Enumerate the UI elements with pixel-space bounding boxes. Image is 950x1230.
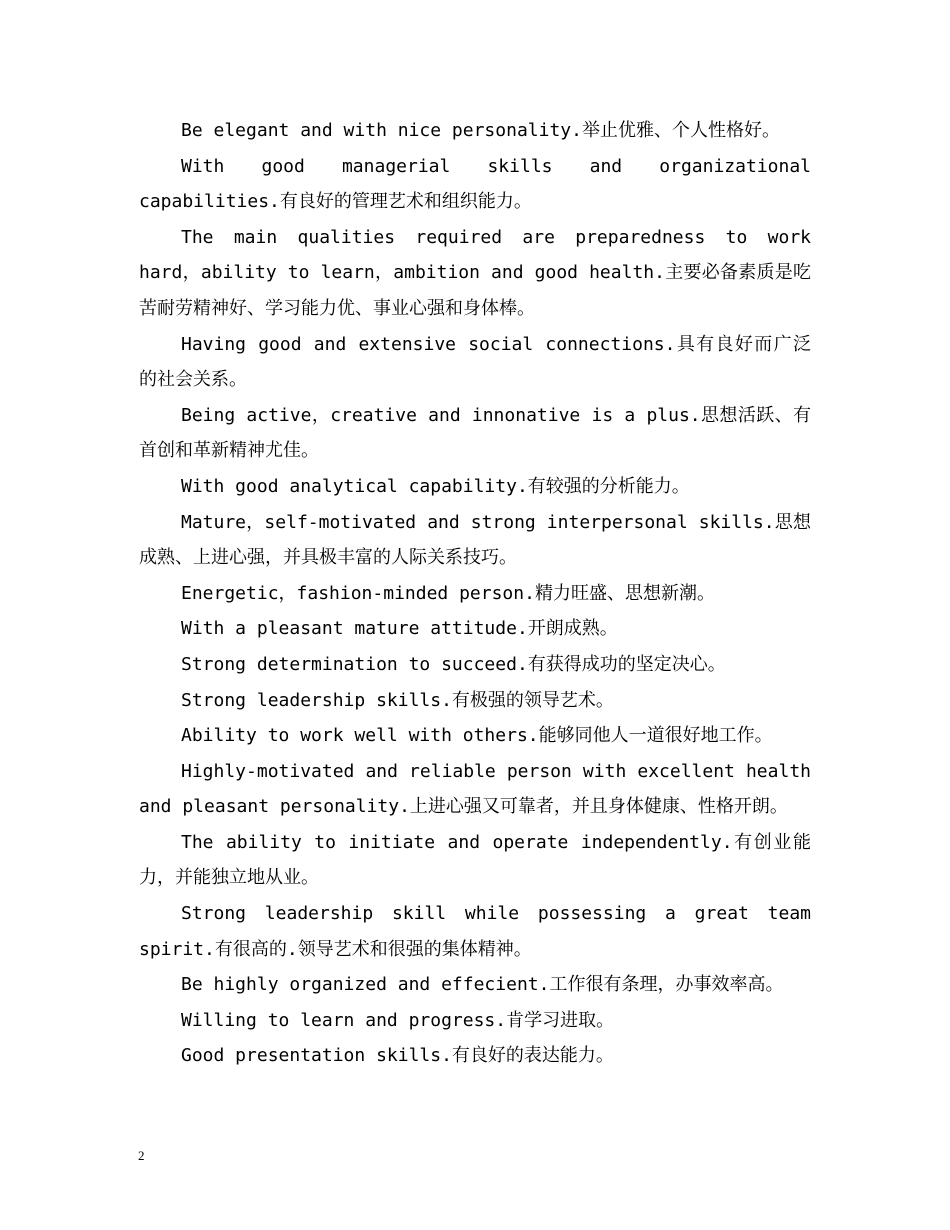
paragraph-5: Being active，creative and innonative is a plus.思想活跃、有首创和革新精神尤佳。: [139, 404, 811, 462]
paragraph-1: Be elegant and with nice personality.举止优雅、个人性格好。: [181, 120, 780, 141]
paragraph-7: Mature，self-motivated and strong interpersonal skills.思想成熟、上进心强，并具极丰富的人际关系技巧。: [139, 511, 811, 569]
paragraph-4: Having good and extensive social connections.具有良好而广泛的社会关系。: [139, 333, 811, 391]
paragraph-15: Strong leadership skill while possessing a great team spirit.有很高的.领导艺术和很强的集体精神。: [139, 903, 811, 960]
paragraph-17: Willing to learn and progress.肯学习进取。: [181, 1009, 615, 1031]
document-body: [139, 113, 811, 1074]
paragraph-11: Strong leadership skills.有极强的领导艺术。: [181, 689, 614, 711]
paragraph-12: Ability to work well with others.能够同他人一道很好地工作。: [181, 725, 773, 747]
paragraph-2: With good managerial skills and organizational capabilities.有良好的管理艺术和组织能力。: [139, 155, 811, 213]
page-number: 2: [138, 1148, 145, 1163]
paragraph-14: The ability to initiate and operate independently.有创业能力，并能独立地从业。: [139, 831, 811, 889]
paragraph-10: Strong determination to succeed.有获得成功的坚定决心。: [181, 653, 726, 675]
paragraph-16: Be highly organized and effecient.工作很有条理，办事效率高。: [181, 974, 784, 996]
paragraph-3: The main qualities required are preparedness to work hard，ability to learn，ambition and good health.主要必备素质是吃苦耐劳精神好、学习能力优、事业心强和身体棒。: [139, 226, 811, 319]
paragraph-9: With a pleasant mature attitude.开朗成熟。: [181, 618, 618, 640]
paragraph-18: Good presentation skills.有良好的表达能力。: [181, 1045, 614, 1067]
paragraph-6: With good analytical capability.有较强的分析能力。: [181, 475, 690, 497]
paragraph-8: Energetic，fashion-minded person.精力旺盛、思想新潮。: [181, 582, 715, 604]
paragraph-13: Highly-motivated and reliable person with excellent health and pleasant personality.上进心强又可靠者，并且身体健康、性格开朗。: [139, 760, 811, 818]
